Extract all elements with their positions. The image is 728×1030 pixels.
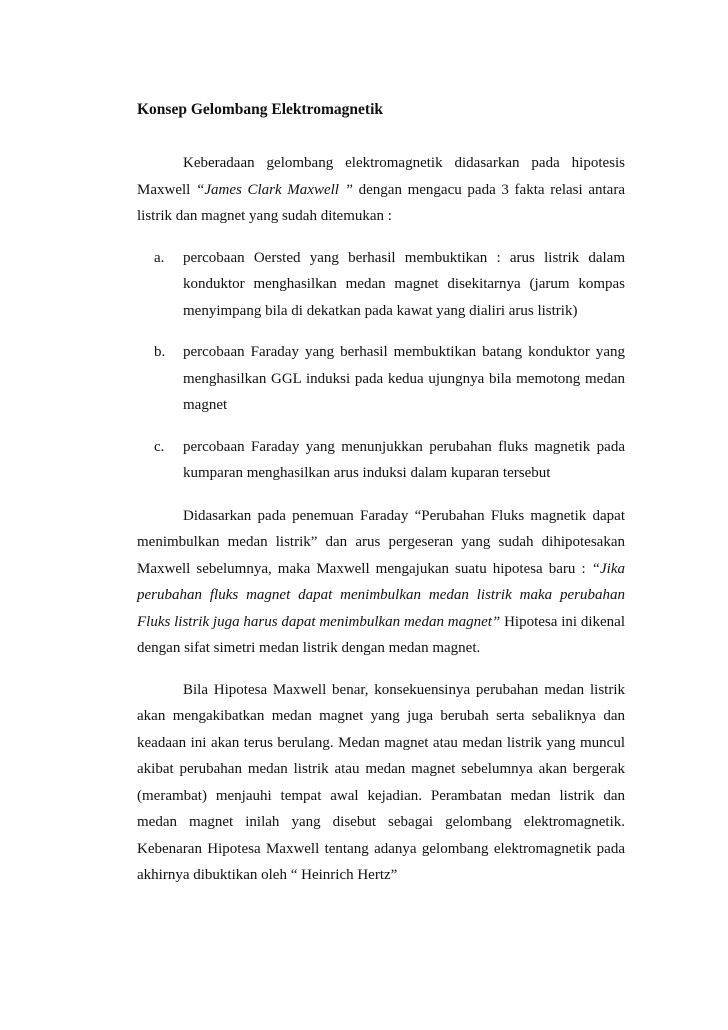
maxwell-name-quote: “James Clark Maxwell ” [195, 181, 353, 198]
hypothesis-quote: “Jika perubahan fluks magnet dapat menimbulkan medan listrik maka perubahan Fluks listrik juga harus dapat menimbulkan medan magnet” [137, 560, 625, 630]
document-title: Konsep Gelombang Elektromagnetik [137, 101, 384, 118]
list-marker: b. [154, 344, 166, 360]
consequence-paragraph: Bila Hipotesa Maxwell benar, konsekuensinya perubahan medan listrik akan mengakibatkan medan magnet yang juga berubah serta sebaliknya dan keadaan ini akan terus berulang. Medan magnet atau medan listrik yang muncul akibat perubahan medan listrik atau medan magnet sebelumnya akan bergerak (merambat) menjauhi tempat awal kejadian. Perambatan medan listrik dan medan magnet inilah yang disebut sebagai gelombang elektromagnetik. Kebenaran Hipotesa Maxwell tentang adanya gelombang elektromagnetik pada akhirnya dibuktikan oleh “ Heinrich Hertz” [137, 681, 625, 883]
facts-list [137, 245, 625, 487]
intro-text-start: Keberadaan gelombang elektromagnetik didasarkan pada hipotesis Maxwell [137, 155, 625, 198]
hypothesis-text-start: Didasarkan pada penemuan Faraday “Perubahan Fluks magnetik dapat menimbulkan medan listrik” dan arus pergeseran yang sudah dihipotesakan Maxwell sebelumnya, maka Maxwell mengajukan suatu hipotesa baru : [137, 507, 625, 577]
list-item-text: percobaan Oersted yang berhasil membuktikan : arus listrik dalam konduktor menghasilkan medan magnet disekitarnya (jarum kompas menyimpang bila di dekatkan pada kawat yang dialiri arus listrik) [183, 249, 625, 319]
document-page [137, 100, 625, 889]
list-item [137, 245, 625, 325]
intro-text-end: dengan mengacu pada 3 fakta relasi antara listrik dan magnet yang sudah ditemukan : [137, 181, 625, 224]
list-marker: c. [154, 438, 165, 455]
list-item-text: percobaan Faraday yang berhasil membuktikan batang konduktor yang menghasilkan GGL induksi pada kedua ujungnya bila memotong medan magnet [183, 344, 625, 413]
list-item [137, 434, 625, 487]
hypothesis-paragraph [137, 503, 625, 662]
list-item [137, 339, 625, 419]
hypothesis-text-end: Hipotesa ini dikenal dengan sifat simetri medan listrik dengan medan magnet. [137, 613, 625, 656]
list-item-text: percobaan Faraday yang menunjukkan perubahan fluks magnetik pada kumparan menghasilkan arus induksi dalam kuparan tersebut [183, 438, 625, 481]
intro-paragraph [137, 150, 625, 230]
list-marker: a. [154, 249, 165, 266]
